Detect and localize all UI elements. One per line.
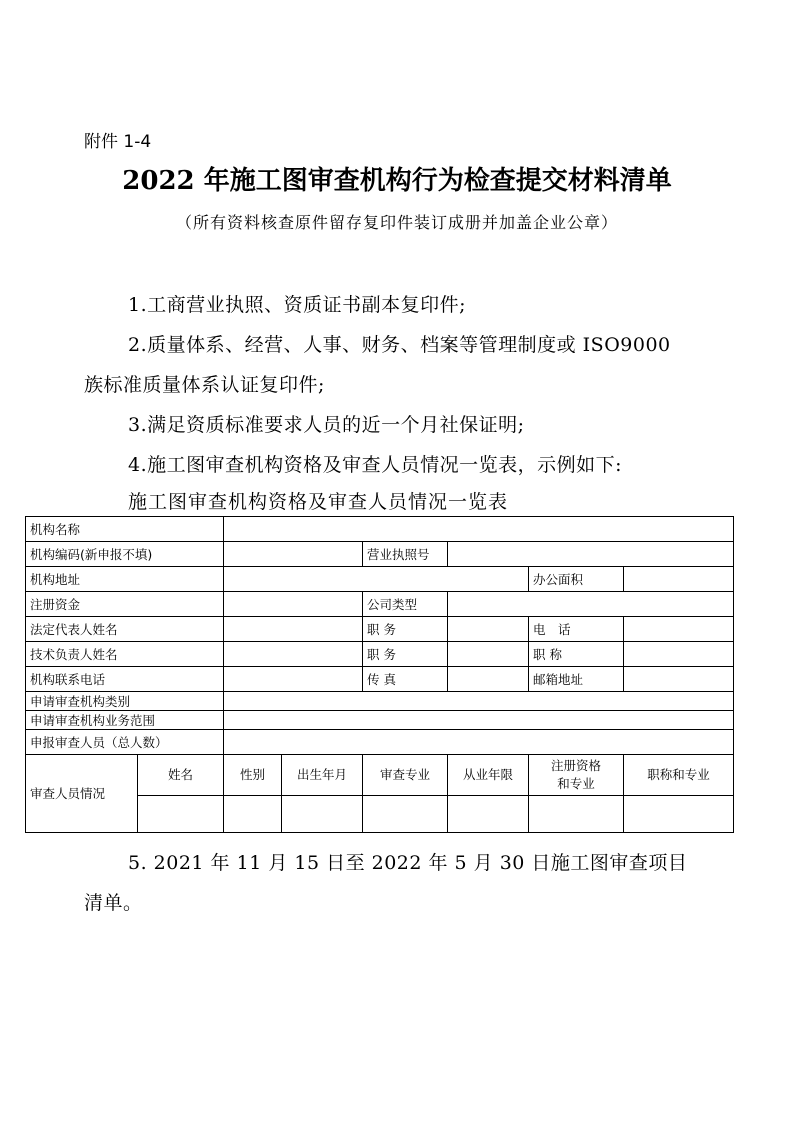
title-rank-value <box>624 642 734 667</box>
legal-rep-label: 法定代表人姓名 <box>26 617 224 642</box>
license-no-label: 营业执照号 <box>363 542 448 567</box>
reviewer-count-value <box>224 730 734 755</box>
table-row <box>26 711 734 730</box>
cell-empty <box>363 796 448 833</box>
table-row <box>26 667 734 692</box>
table-header-row <box>26 755 734 796</box>
registered-capital-label: 注册资金 <box>26 592 224 617</box>
table-row <box>26 592 734 617</box>
tech-lead-label: 技术负责人姓名 <box>26 642 224 667</box>
org-name-label: 机构名称 <box>26 517 224 542</box>
org-code-value <box>224 542 363 567</box>
cell-empty <box>224 796 282 833</box>
column-years: 从业年限 <box>448 755 529 796</box>
phone-value <box>624 617 734 642</box>
email-value <box>624 667 734 692</box>
org-name-value <box>224 517 734 542</box>
company-type-value <box>448 592 734 617</box>
apply-category-value <box>224 692 734 711</box>
cell-empty <box>448 796 529 833</box>
license-no-value <box>448 542 734 567</box>
table-row <box>26 642 734 667</box>
cell-empty <box>138 796 224 833</box>
document-subtitle: （所有资料核查原件留存复印件装订成册并加盖企业公章） <box>175 213 618 232</box>
column-gender: 性别 <box>224 755 282 796</box>
position-label: 职 务 <box>363 642 448 667</box>
company-type-label: 公司类型 <box>363 592 448 617</box>
cell-empty <box>529 796 624 833</box>
contact-phone-label: 机构联系电话 <box>26 667 224 692</box>
tech-lead-value <box>224 642 363 667</box>
apply-category-label: 申请审查机构类别 <box>26 692 224 711</box>
item-2: 2.质量体系、经营、人事、财务、档案等管理制度或 ISO9000 <box>128 334 671 356</box>
table-row <box>26 730 734 755</box>
item-5: 5. 2021 年 11 月 15 日至 2022 年 5 月 30 日施工图审查项目 <box>128 852 688 874</box>
apply-scope-label: 申请审查机构业务范围 <box>26 711 224 730</box>
reviewer-info-label: 审查人员情况 <box>26 755 138 833</box>
office-area-label: 办公面积 <box>529 567 624 592</box>
column-specialty: 审查专业 <box>363 755 448 796</box>
table-row <box>26 617 734 642</box>
registered-capital-value <box>224 592 363 617</box>
table-row <box>26 692 734 711</box>
table-caption: 施工图审查机构资格及审查人员情况一览表 <box>128 491 509 513</box>
column-birth: 出生年月 <box>282 755 363 796</box>
item-3: 3.满足资质标准要求人员的近一个月社保证明; <box>128 414 525 436</box>
org-address-label: 机构地址 <box>26 567 224 592</box>
item-1: 1.工商营业执照、资质证书副本复印件; <box>128 294 467 316</box>
position-value <box>448 642 529 667</box>
position-value <box>448 617 529 642</box>
org-info-table <box>25 516 734 833</box>
column-registration-line2: 和专业 <box>557 776 595 791</box>
email-label: 邮箱地址 <box>529 667 624 692</box>
document-title: 2022 年施工图审查机构行为检查提交材料清单 <box>122 166 672 196</box>
contact-phone-value <box>224 667 363 692</box>
fax-value <box>448 667 529 692</box>
table-row <box>26 567 734 592</box>
org-address-value <box>224 567 529 592</box>
column-name: 姓名 <box>138 755 224 796</box>
office-area-value <box>624 567 734 592</box>
item-4: 4.施工图审查机构资格及审查人员情况一览表，示例如下: <box>128 454 623 476</box>
position-label: 职 务 <box>363 617 448 642</box>
fax-label: 传 真 <box>363 667 448 692</box>
cell-empty <box>624 796 734 833</box>
table-row <box>26 542 734 567</box>
apply-scope-value <box>224 711 734 730</box>
legal-rep-value <box>224 617 363 642</box>
column-registration-line1: 注册资格 <box>551 758 602 773</box>
table-row <box>26 517 734 542</box>
cell-empty <box>282 796 363 833</box>
column-registration <box>529 755 624 796</box>
item-2-continued: 族标准质量体系认证复印件; <box>84 374 325 396</box>
phone-label: 电 话 <box>529 617 624 642</box>
attachment-label: 附件 1-4 <box>84 132 152 152</box>
item-5-continued: 清单。 <box>84 892 143 914</box>
reviewer-count-label: 申报审查人员（总人数） <box>26 730 224 755</box>
column-title: 职称和专业 <box>624 755 734 796</box>
org-code-label: 机构编码(新申报不填) <box>26 542 224 567</box>
title-rank-label: 职 称 <box>529 642 624 667</box>
